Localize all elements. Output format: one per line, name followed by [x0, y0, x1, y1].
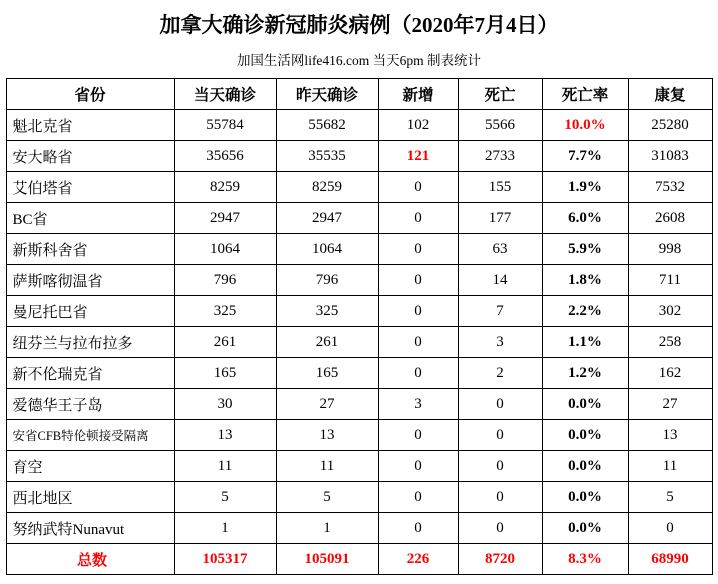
total-label: 总数: [6, 544, 174, 575]
cell-recovered: 31083: [628, 141, 712, 172]
cell-deaths: 3: [458, 327, 542, 358]
cell-recovered: 7532: [628, 172, 712, 203]
cell-province: 艾伯塔省: [6, 172, 174, 203]
cell-deaths: 14: [458, 265, 542, 296]
table-row: [6, 203, 712, 234]
cell-yesterday-confirmed: 55682: [276, 110, 378, 141]
cell-today-confirmed: 1: [174, 513, 276, 544]
total-death-rate: 8.3%: [542, 544, 628, 575]
cell-death-rate: 1.8%: [542, 265, 628, 296]
cell-yesterday-confirmed: 261: [276, 327, 378, 358]
cell-today-confirmed: 261: [174, 327, 276, 358]
cell-recovered: 302: [628, 296, 712, 327]
cell-recovered: 27: [628, 389, 712, 420]
table-row: [6, 482, 712, 513]
cell-yesterday-confirmed: 2947: [276, 203, 378, 234]
cell-death-rate: 7.7%: [542, 141, 628, 172]
cell-recovered: 2608: [628, 203, 712, 234]
cell-recovered: 13: [628, 420, 712, 451]
cell-new-cases: 0: [378, 513, 458, 544]
cell-deaths: 63: [458, 234, 542, 265]
table-row: [6, 451, 712, 482]
cell-deaths: 177: [458, 203, 542, 234]
cell-today-confirmed: 2947: [174, 203, 276, 234]
cell-deaths: 7: [458, 296, 542, 327]
table-total-row: [6, 544, 712, 575]
table-row: [6, 110, 712, 141]
covid-stats-table: [6, 78, 713, 575]
cell-yesterday-confirmed: 325: [276, 296, 378, 327]
cell-province: 育空: [6, 451, 174, 482]
cell-new-cases: 0: [378, 451, 458, 482]
cell-death-rate: 6.0%: [542, 203, 628, 234]
column-header-deaths: 死亡: [458, 79, 542, 110]
column-header-province: 省份: [6, 79, 174, 110]
table-row: [6, 327, 712, 358]
cell-yesterday-confirmed: 11: [276, 451, 378, 482]
table-row: [6, 420, 712, 451]
cell-yesterday-confirmed: 165: [276, 358, 378, 389]
cell-new-cases: 0: [378, 203, 458, 234]
cell-death-rate: 0.0%: [542, 513, 628, 544]
cell-recovered: 998: [628, 234, 712, 265]
cell-province: 曼尼托巴省: [6, 296, 174, 327]
cell-today-confirmed: 1064: [174, 234, 276, 265]
cell-province: BC省: [6, 203, 174, 234]
cell-deaths: 0: [458, 420, 542, 451]
total-new-cases: 226: [378, 544, 458, 575]
cell-province: 新斯科舍省: [6, 234, 174, 265]
cell-deaths: 155: [458, 172, 542, 203]
cell-yesterday-confirmed: 35535: [276, 141, 378, 172]
cell-province: 纽芬兰与拉布拉多: [6, 327, 174, 358]
cell-recovered: 0: [628, 513, 712, 544]
column-header-new: 新增: [378, 79, 458, 110]
table-row: [6, 358, 712, 389]
cell-province: 安省CFB特伦顿接受隔离: [6, 420, 174, 451]
cell-province: 西北地区: [6, 482, 174, 513]
total-recovered: 68990: [628, 544, 712, 575]
cell-province: 萨斯喀彻温省: [6, 265, 174, 296]
cell-new-cases: 0: [378, 234, 458, 265]
cell-death-rate: 2.2%: [542, 296, 628, 327]
cell-deaths: 2: [458, 358, 542, 389]
cell-deaths: 5566: [458, 110, 542, 141]
cell-death-rate: 5.9%: [542, 234, 628, 265]
cell-yesterday-confirmed: 1: [276, 513, 378, 544]
page-title: 加拿大确诊新冠肺炎病例（2020年7月4日）: [159, 13, 559, 37]
cell-yesterday-confirmed: 13: [276, 420, 378, 451]
cell-new-cases: 3: [378, 389, 458, 420]
cell-yesterday-confirmed: 5: [276, 482, 378, 513]
total-yesterday-confirmed: 105091: [276, 544, 378, 575]
page-subtitle: 加国生活网life416.com 当天6pm 制表统计: [236, 53, 482, 68]
cell-today-confirmed: 5: [174, 482, 276, 513]
cell-recovered: 711: [628, 265, 712, 296]
cell-deaths: 0: [458, 513, 542, 544]
cell-province: 安大略省: [6, 141, 174, 172]
cell-province: 魁北克省: [6, 110, 174, 141]
table-row: [6, 389, 712, 420]
cell-today-confirmed: 55784: [174, 110, 276, 141]
cell-province: 努纳武特Nunavut: [6, 513, 174, 544]
cell-province: 新不伦瑞克省: [6, 358, 174, 389]
cell-recovered: 11: [628, 451, 712, 482]
table-row: [6, 296, 712, 327]
cell-today-confirmed: 13: [174, 420, 276, 451]
column-header-yesterday: 昨天确诊: [276, 79, 378, 110]
cell-recovered: 258: [628, 327, 712, 358]
cell-deaths: 0: [458, 482, 542, 513]
cell-today-confirmed: 30: [174, 389, 276, 420]
cell-today-confirmed: 35656: [174, 141, 276, 172]
cell-deaths: 2733: [458, 141, 542, 172]
table-row: [6, 141, 712, 172]
table-row: [6, 513, 712, 544]
cell-recovered: 162: [628, 358, 712, 389]
cell-new-cases: 102: [378, 110, 458, 141]
cell-yesterday-confirmed: 8259: [276, 172, 378, 203]
cell-recovered: 25280: [628, 110, 712, 141]
cell-death-rate: 1.1%: [542, 327, 628, 358]
cell-death-rate: 1.9%: [542, 172, 628, 203]
cell-new-cases: 0: [378, 327, 458, 358]
cell-yesterday-confirmed: 27: [276, 389, 378, 420]
cell-today-confirmed: 11: [174, 451, 276, 482]
cell-deaths: 0: [458, 451, 542, 482]
total-today-confirmed: 105317: [174, 544, 276, 575]
cell-today-confirmed: 8259: [174, 172, 276, 203]
cell-today-confirmed: 325: [174, 296, 276, 327]
cell-new-cases: 0: [378, 420, 458, 451]
cell-new-cases: 0: [378, 296, 458, 327]
cell-yesterday-confirmed: 1064: [276, 234, 378, 265]
cell-today-confirmed: 796: [174, 265, 276, 296]
cell-death-rate: 0.0%: [542, 389, 628, 420]
cell-new-cases: 0: [378, 358, 458, 389]
table-header: [6, 79, 712, 110]
cell-death-rate: 0.0%: [542, 482, 628, 513]
cell-today-confirmed: 165: [174, 358, 276, 389]
table-row: [6, 265, 712, 296]
table-row: [6, 172, 712, 203]
cell-recovered: 5: [628, 482, 712, 513]
cell-new-cases: 0: [378, 172, 458, 203]
column-header-recovered: 康复: [628, 79, 712, 110]
table-header-row: [6, 79, 712, 110]
column-header-death-rate: 死亡率: [542, 79, 628, 110]
table-body: [6, 110, 712, 575]
table-row: [6, 234, 712, 265]
cell-death-rate: 0.0%: [542, 420, 628, 451]
total-deaths: 8720: [458, 544, 542, 575]
cell-new-cases: 0: [378, 265, 458, 296]
cell-death-rate: 1.2%: [542, 358, 628, 389]
cell-new-cases: 121: [378, 141, 458, 172]
cell-province: 爱德华王子岛: [6, 389, 174, 420]
cell-deaths: 0: [458, 389, 542, 420]
cell-yesterday-confirmed: 796: [276, 265, 378, 296]
column-header-today: 当天确诊: [174, 79, 276, 110]
cell-death-rate: 0.0%: [542, 451, 628, 482]
cell-death-rate: 10.0%: [542, 110, 628, 141]
cell-new-cases: 0: [378, 482, 458, 513]
